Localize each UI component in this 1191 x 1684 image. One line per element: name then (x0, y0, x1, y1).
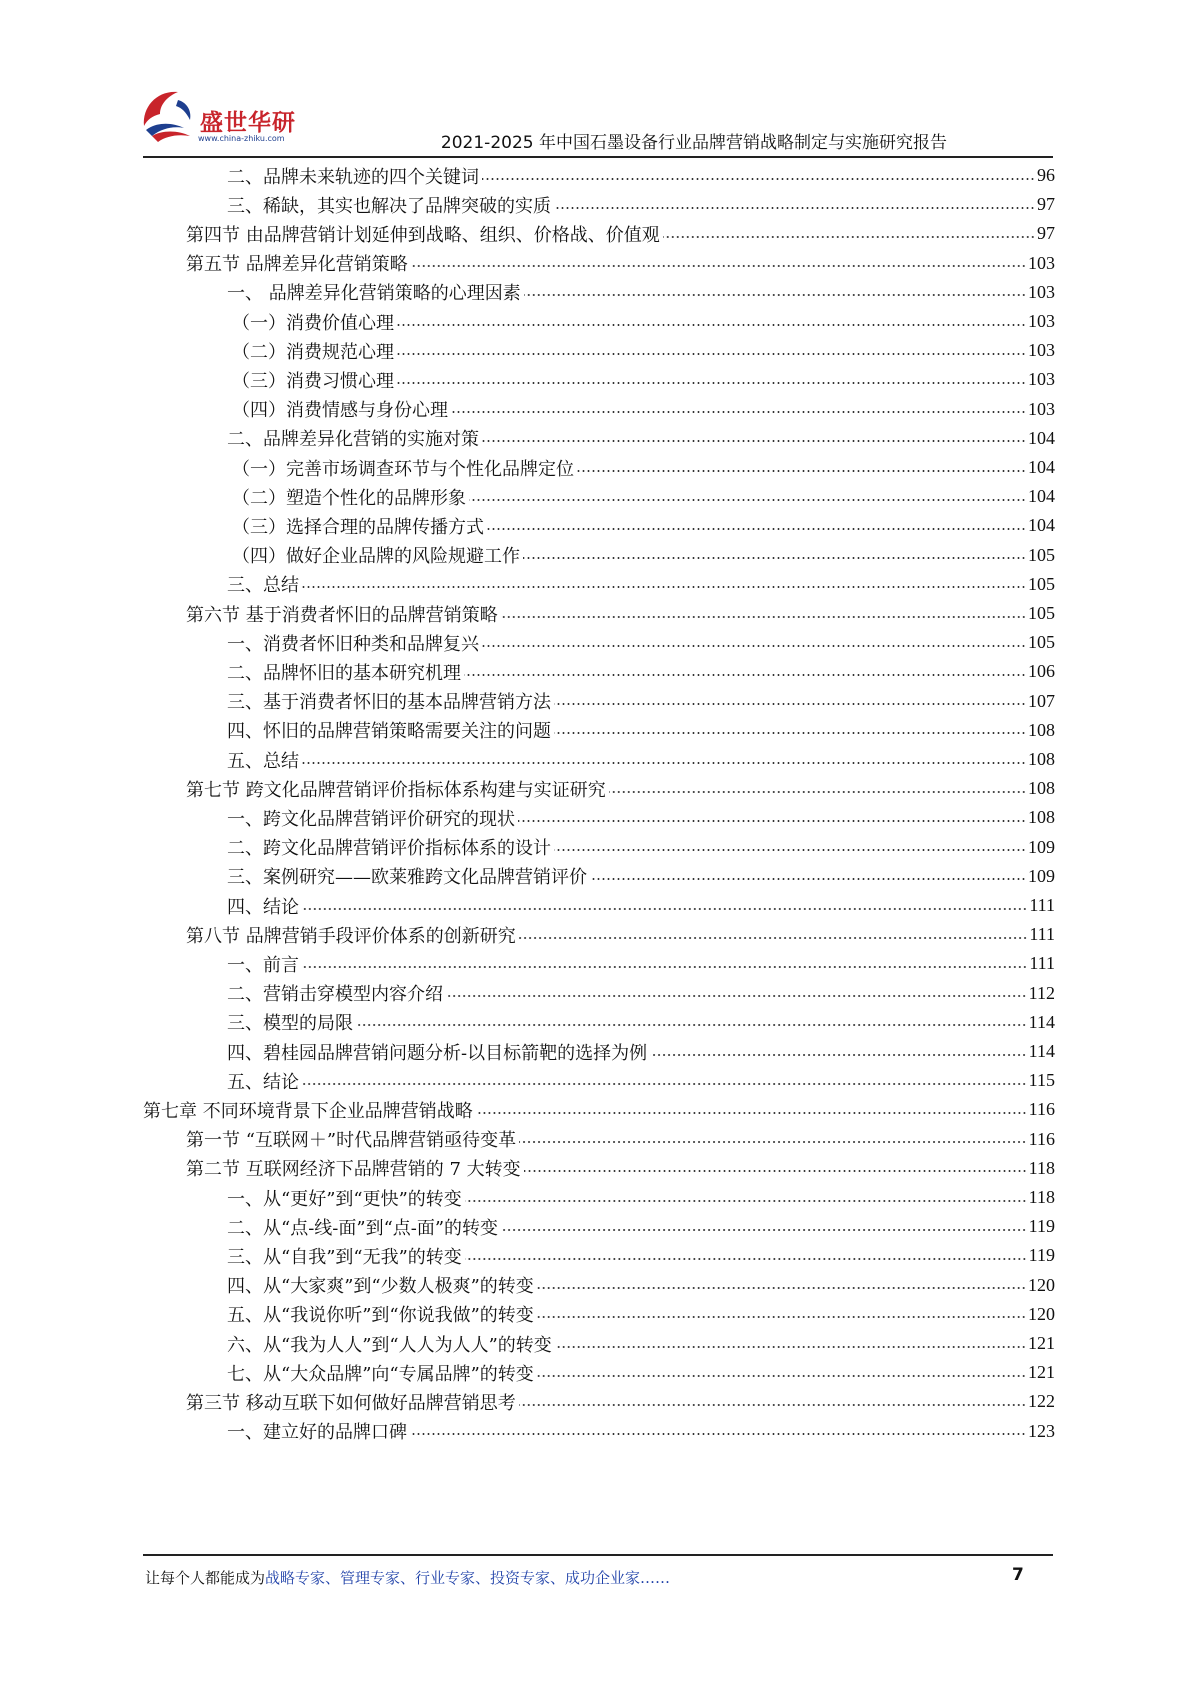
toc-entry-page: 109 (1028, 836, 1055, 857)
dot-leader (451, 408, 1026, 416)
dot-leader (302, 1080, 1027, 1088)
toc-entry-page: 109 (1028, 865, 1055, 886)
page-header (0, 0, 1191, 160)
toc-entry-page: 96 (1037, 165, 1055, 185)
dot-leader (554, 700, 1026, 708)
toc-entry-page: 104 (1028, 515, 1055, 536)
toc-entry-page: 104 (1028, 486, 1055, 507)
toc-entry-title: （一）消费价值心理 (232, 312, 394, 334)
toc-entry[interactable] (227, 1211, 1055, 1242)
footer-slogan (145, 1567, 670, 1588)
toc-entry-title: 三、模型的局限 (227, 1013, 353, 1035)
toc-entry-page: 103 (1028, 398, 1055, 419)
toc-entry-title: 六、从“我为人人”到“人人为人人”的转变 (227, 1334, 552, 1356)
dot-leader (469, 496, 1026, 504)
dot-leader (555, 1343, 1026, 1351)
toc-entry-page: 105 (1028, 544, 1055, 565)
toc-entry-page: 103 (1028, 311, 1055, 331)
toc-entry-page: 107 (1028, 690, 1055, 711)
toc-entry[interactable] (227, 715, 1055, 746)
dot-leader (663, 233, 1035, 241)
toc-entry-title: （四）消费情感与身份心理 (232, 400, 448, 422)
dot-leader (537, 1284, 1026, 1292)
dot-leader (411, 262, 1026, 270)
toc-entry-page: 103 (1028, 281, 1055, 302)
toc-entry[interactable] (227, 627, 1055, 658)
toc-entry-page: 97 (1037, 194, 1055, 215)
toc-entry[interactable] (227, 1357, 1055, 1388)
toc-entry[interactable] (227, 1065, 1055, 1096)
toc-entry[interactable] (232, 335, 1055, 366)
toc-entry-page: 115 (1028, 1070, 1055, 1091)
logo-website: www.china-zhiku.com (198, 134, 285, 143)
toc-entry-page: 118 (1028, 1157, 1055, 1178)
toc-entry-title: 三、基于消费者怀旧的基本品牌营销方法 (227, 692, 551, 714)
toc-entry[interactable] (232, 452, 1055, 483)
dot-leader (446, 992, 1027, 1000)
toc-entry[interactable] (227, 832, 1055, 863)
toc-entry[interactable] (227, 802, 1055, 833)
toc-entry-page: 118 (1028, 1187, 1055, 1207)
toc-entry-page: 105 (1028, 573, 1055, 594)
toc-entry-title: 七、从“大众品牌”向“专属品牌”的转变 (227, 1363, 534, 1385)
toc-entry-page: 123 (1028, 1420, 1055, 1441)
toc-entry-title: 二、跨文化品牌营销评价指标体系的设计 (227, 838, 551, 860)
dot-leader (609, 788, 1026, 796)
dot-leader (501, 1226, 1027, 1234)
toc-entry[interactable] (227, 1299, 1055, 1330)
toc-entry-page: 116 (1028, 1128, 1055, 1149)
toc-entry-page: 114 (1028, 1041, 1055, 1061)
toc-entry-title: 第七节 跨文化品牌营销评价指标体系构建与实证研究 (186, 779, 606, 801)
toc-entry-title: 第二节 互联网经济下品牌营销的 7 大转变 (186, 1159, 521, 1181)
toc-entry-title: 第一节 “互联网＋”时代品牌营销亟待变革 (186, 1130, 517, 1152)
dot-leader (302, 583, 1026, 591)
dot-leader (482, 642, 1026, 650)
toc-entry-title: 四、结论 (227, 896, 299, 918)
toc-entry-title: 二、品牌差异化营销的实施对策 (227, 429, 479, 451)
dot-leader (537, 1313, 1026, 1321)
toc-entry-page: 111 (1029, 924, 1055, 945)
toc-entry-page: 106 (1028, 661, 1055, 682)
dot-leader (482, 437, 1026, 445)
toc-entry-title: 第三节 移动互联下如何做好品牌营销思考 (186, 1392, 516, 1414)
toc-entry-page: 111 (1029, 895, 1055, 915)
toc-entry[interactable] (227, 1007, 1055, 1038)
company-logo (138, 82, 298, 152)
logo-brand-name: 盛世华研 (200, 110, 296, 136)
toc-entry-title: 一、跨文化品牌营销评价研究的现状 (227, 808, 515, 830)
toc-entry[interactable] (186, 218, 1055, 249)
toc-entry[interactable] (227, 423, 1055, 454)
dot-leader (356, 1021, 1027, 1029)
toc-entry-page: 120 (1028, 1303, 1055, 1324)
dot-leader (554, 846, 1026, 854)
dot-leader (518, 817, 1026, 825)
slogan-prefix: 让每个人都能成为 (145, 1569, 266, 1587)
toc-entry[interactable] (186, 598, 1055, 629)
toc-entry[interactable] (227, 890, 1055, 921)
toc-entry-title: （四）做好企业品牌的风险规避工作 (232, 546, 520, 568)
toc-entry-page: 119 (1028, 1216, 1055, 1237)
dot-leader (519, 1401, 1026, 1409)
dot-leader (302, 905, 1027, 913)
header-divider (143, 156, 1053, 158)
toc-entry[interactable] (186, 773, 1055, 804)
toc-entry-title: 第五节 品牌差异化营销策略 (186, 254, 408, 276)
dot-leader (590, 875, 1026, 883)
toc-entry-page: 121 (1028, 1333, 1055, 1353)
toc-entry[interactable] (186, 919, 1055, 950)
toc-entry[interactable] (227, 744, 1055, 775)
toc-entry[interactable] (227, 189, 1055, 220)
toc-entry-title: 一、从“更好”到“更快”的转变 (227, 1188, 462, 1210)
toc-entry[interactable] (227, 948, 1055, 979)
toc-entry[interactable] (232, 306, 1055, 337)
toc-entry-page: 104 (1028, 427, 1055, 448)
dot-leader (519, 1138, 1027, 1146)
dot-leader (523, 554, 1026, 562)
toc-entry-title: 第六节 基于消费者怀旧的品牌营销策略 (186, 604, 498, 626)
toc-entry-title: 三、总结 (227, 575, 299, 597)
toc-entry-title: 五、总结 (227, 750, 299, 772)
toc-entry-page: 108 (1028, 778, 1055, 799)
toc-entry-title: 第七章 不同环境背景下企业品牌营销战略 (143, 1100, 473, 1122)
toc-entry-title: 四、怀旧的品牌营销策略需要关注的问题 (227, 721, 551, 743)
toc-entry[interactable] (186, 248, 1055, 279)
dot-leader (464, 671, 1026, 679)
toc-entry[interactable] (227, 978, 1055, 1009)
toc-entry-title: 四、从“大家爽”到“少数人极爽”的转变 (227, 1276, 534, 1298)
toc-entry-page: 103 (1028, 340, 1055, 361)
toc-entry-title: 一、 品牌差异化营销策略的心理因素 (227, 283, 521, 305)
dot-leader (501, 613, 1026, 621)
toc-entry[interactable] (227, 1328, 1055, 1359)
toc-entry-page: 97 (1037, 223, 1055, 244)
dot-leader (465, 1255, 1027, 1263)
toc-entry[interactable] (232, 481, 1055, 512)
toc-entry-title: 二、品牌怀旧的基本研究机理 (227, 662, 461, 684)
page-number: 7 (1012, 1565, 1024, 1585)
toc-entry[interactable] (186, 1153, 1055, 1184)
toc-entry-page: 121 (1028, 1362, 1055, 1383)
toc-entry-page: 105 (1028, 603, 1055, 623)
dot-leader (482, 175, 1035, 183)
toc-entry-title: 一、消费者怀旧种类和品牌复兴 (227, 633, 479, 655)
toc-entry[interactable] (227, 861, 1055, 892)
slogan-highlight: 战略专家、管理专家、行业专家、投资专家、成功企业家…… (265, 1569, 671, 1587)
dot-leader (537, 1372, 1026, 1380)
toc-entry-title: （三）选择合理的品牌传播方式 (232, 516, 484, 538)
toc-entry[interactable] (186, 1386, 1055, 1417)
toc-entry-title: （二）消费规范心理 (232, 341, 394, 363)
footer-divider (143, 1554, 1053, 1556)
toc-entry-title: 四、碧桂园品牌营销问题分析-以目标箭靶的选择为例 (227, 1042, 648, 1064)
toc-entry[interactable] (227, 656, 1055, 687)
toc-entry[interactable] (227, 1036, 1055, 1067)
toc-entry-page: 103 (1028, 369, 1055, 390)
dot-leader (554, 729, 1026, 737)
toc-entry-page: 105 (1028, 632, 1055, 653)
toc-entry-page: 119 (1028, 1245, 1055, 1266)
toc-entry-title: 第四节 由品牌营销计划延伸到战略、组织、价格战、价值观 (186, 224, 660, 246)
toc-entry[interactable] (227, 277, 1055, 308)
dot-leader (476, 1109, 1027, 1117)
toc-entry-page: 120 (1028, 1274, 1055, 1295)
dot-leader (302, 759, 1026, 767)
toc-entry[interactable] (232, 394, 1055, 425)
toc-entry-page: 114 (1028, 1011, 1055, 1032)
toc-entry-title: （二）塑造个性化的品牌形象 (232, 487, 466, 509)
toc-entry[interactable] (232, 540, 1055, 571)
toc-entry[interactable] (227, 1270, 1055, 1301)
toc-entry[interactable] (143, 1094, 1055, 1125)
toc-entry-title: 三、稀缺，其实也解决了品牌突破的实质 (227, 195, 551, 217)
toc-entry-title: 三、案例研究——欧莱雅跨文化品牌营销评价 (227, 867, 587, 889)
toc-entry-title: 第八节 品牌营销手段评价体系的创新研究 (186, 925, 516, 947)
logo-mark-icon (138, 82, 202, 146)
dot-leader (410, 1430, 1026, 1438)
dot-leader (397, 350, 1026, 358)
toc-entry-page: 116 (1028, 1099, 1055, 1120)
toc-entry[interactable] (232, 510, 1055, 541)
toc-entry-page: 104 (1028, 457, 1055, 477)
toc-entry-title: 三、从“自我”到“无我”的转变 (227, 1246, 462, 1268)
toc-entry[interactable] (227, 569, 1055, 600)
toc-entry[interactable] (227, 160, 1055, 191)
dot-leader (302, 963, 1027, 971)
toc-entry[interactable] (227, 1182, 1055, 1213)
toc-entry-page: 122 (1028, 1391, 1055, 1412)
dot-leader (397, 321, 1026, 329)
dot-leader (519, 934, 1028, 942)
dot-leader (465, 1197, 1027, 1205)
toc-entry-page: 103 (1028, 252, 1055, 273)
toc-entry-page: 108 (1028, 749, 1055, 769)
toc-entry-page: 108 (1028, 719, 1055, 740)
toc-entry-title: （三）消费习惯心理 (232, 370, 394, 392)
toc-entry[interactable] (227, 1416, 1055, 1447)
dot-leader (554, 204, 1035, 212)
toc-entry-title: 二、营销击穿模型内容介绍 (227, 984, 443, 1006)
toc-entry-page: 112 (1028, 982, 1055, 1003)
report-title: 2021-2025 年中国石墨设备行业品牌营销战略制定与实施研究报告 (440, 133, 947, 153)
toc-entry-title: 二、从“点-线-面”到“点-面”的转变 (227, 1217, 499, 1239)
dot-leader (397, 379, 1026, 387)
toc-entry-title: 五、结论 (227, 1071, 299, 1093)
dot-leader (650, 1051, 1027, 1059)
dot-leader (487, 525, 1026, 533)
toc-entry-title: 二、品牌未来轨迹的四个关键词 (227, 166, 479, 188)
toc-entry-title: 一、前言 (227, 954, 299, 976)
toc-entry[interactable] (227, 1240, 1055, 1271)
dot-leader (524, 291, 1026, 299)
toc-entry[interactable] (232, 364, 1055, 395)
dot-leader (577, 467, 1026, 475)
toc-entry-title: 五、从“我说你听”到“你说我做”的转变 (227, 1305, 534, 1327)
toc-entry-title: 一、建立好的品牌口碑 (227, 1422, 407, 1444)
toc-entry-title: （一）完善市场调查环节与个性化品牌定位 (232, 458, 574, 480)
toc-entry-page: 111 (1029, 953, 1055, 974)
toc-entry-page: 108 (1028, 807, 1055, 828)
toc-entry[interactable] (227, 686, 1055, 717)
toc-entry[interactable] (186, 1124, 1055, 1155)
dot-leader (524, 1167, 1027, 1175)
